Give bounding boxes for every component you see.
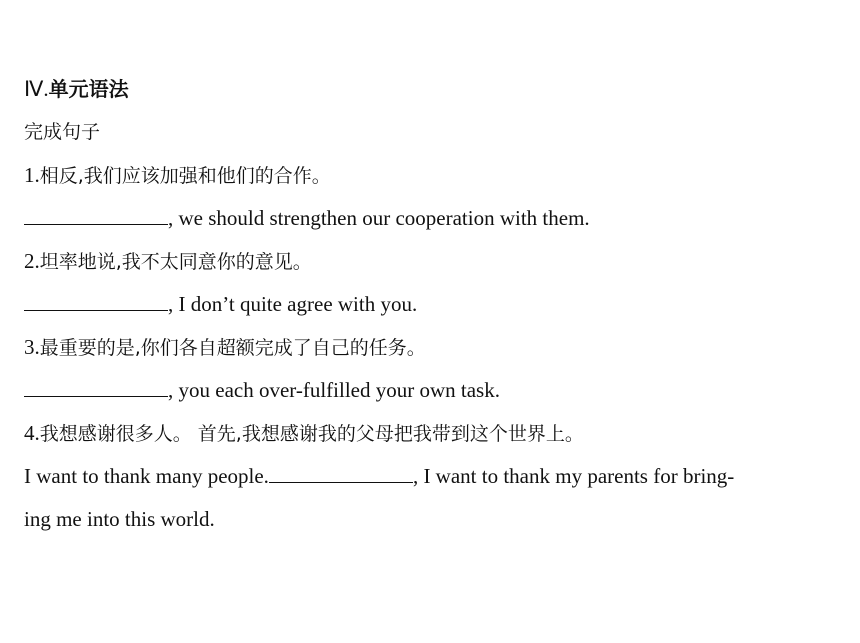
- question-number: 3.: [24, 335, 40, 359]
- question-chinese: 坦率地说,我不太同意你的意见。: [39, 251, 312, 273]
- question-chinese: 相反,我们应该加强和他们的合作。: [39, 165, 331, 187]
- section-roman-numeral: Ⅳ.: [24, 77, 49, 101]
- section-heading: [24, 68, 836, 111]
- answer-sentence: , we should strengthen our cooperation with them.: [168, 206, 590, 230]
- question-chinese: 最重要的是,你们各自超额完成了自己的任务。: [39, 337, 426, 359]
- question-3-answer: [24, 369, 836, 412]
- answer-blank[interactable]: [269, 466, 413, 483]
- answer-sentence-continued: ing me into this world.: [24, 507, 215, 531]
- answer-sentence: , I don’t quite agree with you.: [168, 292, 418, 316]
- answer-blank[interactable]: [24, 208, 168, 225]
- question-4-prompt: [24, 412, 836, 455]
- answer-sentence: , you each over-fulfilled your own task.: [168, 378, 500, 402]
- question-number: 2.: [24, 249, 40, 273]
- answer-sentence-lead: I want to thank many people.: [24, 464, 269, 488]
- question-2-answer: [24, 283, 836, 326]
- question-number: 1.: [24, 163, 40, 187]
- question-4-answer-continued: [24, 498, 836, 541]
- question-number: 4.: [24, 421, 40, 445]
- question-3-prompt: [24, 326, 836, 369]
- answer-sentence: , I want to thank my parents for bring-: [412, 464, 735, 488]
- section-title: 单元语法: [48, 77, 129, 101]
- question-1-answer: [24, 197, 836, 240]
- question-4-answer: [24, 455, 836, 498]
- exercise-page: [24, 68, 836, 541]
- answer-blank[interactable]: [24, 380, 168, 397]
- answer-blank[interactable]: [24, 294, 168, 311]
- question-2-prompt: [24, 240, 836, 283]
- question-chinese: 我想感谢很多人。 首先,我想感谢我的父母把我带到这个世界上。: [39, 423, 584, 445]
- question-1-prompt: [24, 154, 836, 197]
- exercise-subtitle: 完成句子: [24, 121, 101, 143]
